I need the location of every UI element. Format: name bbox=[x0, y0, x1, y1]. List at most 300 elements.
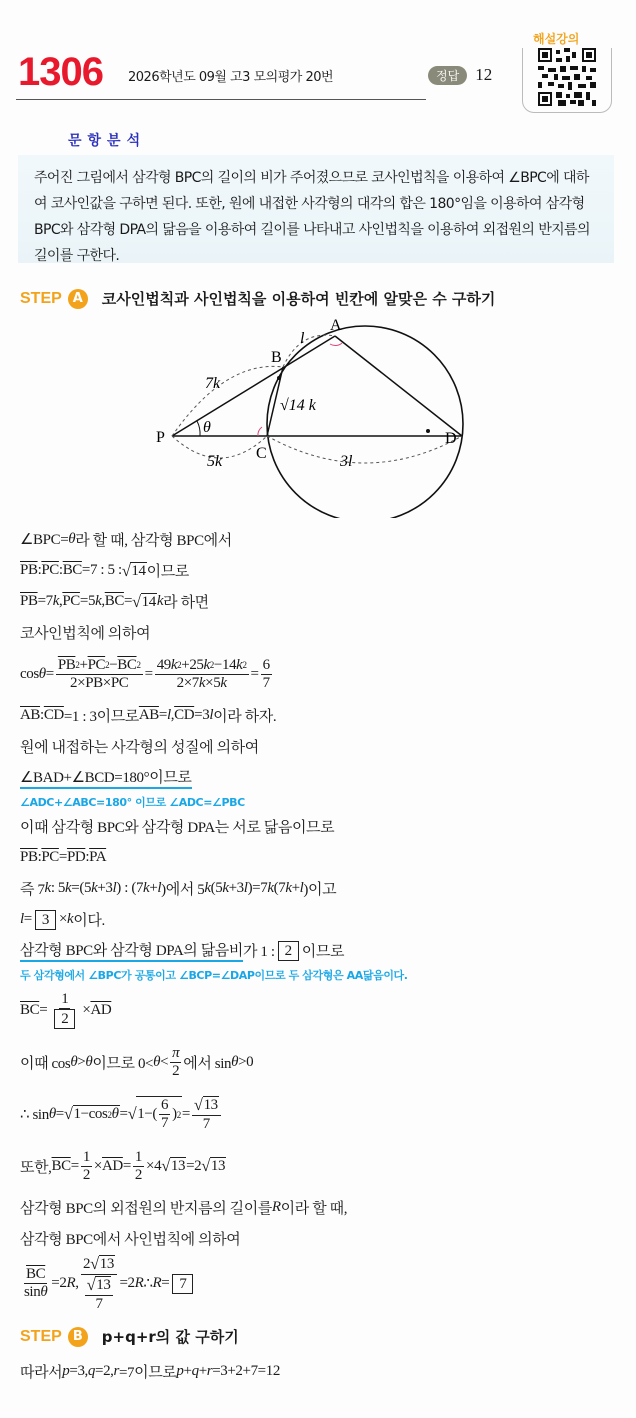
math-variable: k bbox=[204, 880, 211, 896]
denominator bbox=[81, 1167, 92, 1184]
math-text: 1−cos bbox=[73, 1106, 108, 1122]
answer-blank-box: 7 bbox=[172, 1274, 193, 1294]
math-variable: r bbox=[206, 1363, 213, 1379]
overline-segment: $\overline{BC}$ bbox=[62, 562, 82, 578]
math-text: 이다. bbox=[73, 913, 105, 929]
math-text: =3, bbox=[69, 1363, 88, 1379]
solution-line bbox=[20, 731, 620, 762]
math-text: =1 : 3이므로 bbox=[63, 709, 139, 725]
math-text: 원에 내접하는 사각형의 성질에 의하여 bbox=[20, 740, 259, 756]
math-variable: k bbox=[170, 656, 178, 673]
math-text: : bbox=[40, 707, 44, 723]
math-text: 6 bbox=[161, 1097, 169, 1113]
math-text: 삼각형 BPC와 삼각형 DPA의 닮음비 bbox=[20, 939, 243, 962]
overline-segment: $\overline{CD}$ bbox=[43, 707, 64, 723]
math-text: 7 bbox=[95, 1296, 103, 1312]
label-theta: θ bbox=[203, 419, 211, 436]
math-variable: k bbox=[236, 656, 243, 673]
math-text: +3 bbox=[228, 880, 244, 896]
math-variable: p bbox=[62, 1363, 70, 1379]
math-variable: k bbox=[267, 880, 274, 896]
math-text: =3+2+7=12 bbox=[212, 1363, 280, 1379]
denominator bbox=[49, 1009, 80, 1029]
fraction bbox=[159, 1097, 170, 1132]
math-text: 2 bbox=[134, 1166, 143, 1183]
math-text: =5 bbox=[79, 593, 96, 609]
solution-line bbox=[20, 811, 620, 842]
math-variable: π bbox=[172, 1044, 180, 1061]
label-a: A bbox=[330, 318, 342, 334]
math-variable: k bbox=[285, 880, 292, 896]
math-text: ∴ bbox=[143, 1276, 153, 1292]
overline-segment: $\overline{BC}$ bbox=[104, 593, 124, 609]
math-text: 7 bbox=[262, 674, 270, 691]
math-variable: q bbox=[87, 1363, 96, 1379]
numerator bbox=[192, 1095, 221, 1116]
denominator bbox=[261, 675, 272, 692]
numerator bbox=[24, 1266, 47, 1284]
overline-segment: $\overline{PB}$ bbox=[57, 656, 76, 673]
denominator bbox=[201, 1116, 212, 1133]
step-b-heading bbox=[20, 1326, 239, 1347]
math-text: 1 bbox=[61, 991, 69, 1007]
dim-arc-cd bbox=[267, 436, 462, 463]
math-text: =2 bbox=[119, 1275, 135, 1291]
math-text: 즉 7 bbox=[20, 882, 45, 898]
radicand bbox=[73, 1105, 120, 1123]
overline-segment: $\overline{AD}$ bbox=[101, 1157, 123, 1174]
math-text: )이고 bbox=[303, 882, 337, 898]
math-text: 2 bbox=[172, 1062, 180, 1079]
label-ab: l bbox=[300, 330, 305, 347]
fraction bbox=[170, 1045, 181, 1080]
math-variable: l bbox=[20, 911, 24, 927]
answer-value: 12 bbox=[475, 65, 493, 84]
overline-segment: $\overline{PC}$ bbox=[41, 562, 59, 578]
math-variable: l bbox=[112, 880, 117, 896]
math-text: 삼각형 BPC에서 사인법칙에 의하여 bbox=[20, 1232, 241, 1248]
math-text: 7 bbox=[161, 1115, 169, 1131]
hint-note bbox=[20, 793, 620, 811]
square-root bbox=[161, 1156, 186, 1176]
square-root bbox=[64, 1104, 120, 1124]
square-root bbox=[194, 1095, 219, 1115]
denominator bbox=[81, 1275, 118, 1313]
overline-segment: $\overline{PB}$ bbox=[85, 674, 103, 691]
radicand bbox=[210, 1157, 226, 1175]
solution-line bbox=[20, 1140, 620, 1192]
math-text: cos bbox=[20, 665, 39, 682]
math-text: + bbox=[291, 880, 300, 896]
solution-line bbox=[20, 617, 620, 648]
math-variable: r bbox=[113, 1363, 119, 1379]
math-text: × bbox=[93, 1157, 102, 1174]
math-variable: k bbox=[220, 674, 227, 691]
math-variable: θ bbox=[153, 1053, 161, 1070]
overline-segment: $\overline{PC}$ bbox=[62, 593, 80, 609]
numerator bbox=[85, 1275, 114, 1296]
math-text: ) : (7 bbox=[116, 880, 144, 896]
solution-line bbox=[20, 1254, 620, 1313]
superscript: 2 bbox=[107, 1109, 112, 1120]
math-text: + bbox=[183, 1363, 192, 1379]
solution-line bbox=[20, 700, 620, 731]
angle-theta-mark bbox=[197, 421, 200, 436]
math-text: )에서 5 bbox=[161, 882, 205, 898]
math-text: = bbox=[181, 1105, 190, 1122]
overline-segment: $\overline{PC}$ bbox=[87, 656, 106, 673]
math-text: 14 bbox=[141, 593, 156, 610]
radical-sign: √ bbox=[161, 1156, 170, 1175]
answer-blank-box: 3 bbox=[35, 910, 56, 930]
solution-line bbox=[20, 648, 620, 700]
math-text: ∠BPC= bbox=[20, 532, 69, 548]
math-text: = bbox=[39, 1001, 48, 1018]
radical-sign: √ bbox=[121, 560, 131, 580]
solution-line bbox=[20, 762, 620, 793]
qr-code-icon bbox=[538, 48, 596, 106]
fraction bbox=[49, 991, 80, 1029]
radicand bbox=[136, 1096, 182, 1132]
math-text: 7 bbox=[202, 1116, 210, 1132]
math-text: × bbox=[58, 911, 68, 927]
math-text: 삼각형 BPC의 외접원의 반지름의 길이를 bbox=[20, 1201, 272, 1217]
overline-segment: $\overline{BC}$ bbox=[51, 1157, 71, 1174]
overline-segment: $\overline{AD}$ bbox=[90, 1001, 112, 1018]
math-text: 따라서 bbox=[20, 1365, 63, 1381]
fraction bbox=[261, 657, 272, 692]
math-variable: k bbox=[65, 880, 72, 896]
numerator bbox=[155, 657, 249, 675]
square-root bbox=[132, 592, 157, 612]
math-text: ∴ sin bbox=[20, 1106, 49, 1123]
radicand bbox=[99, 1255, 115, 1273]
square-root bbox=[122, 561, 147, 581]
math-text: ∠ADC+∠ABC=180° 이므로 ∠ADC=∠PBC bbox=[20, 796, 245, 809]
math-text: 이라 할 때, bbox=[280, 1201, 348, 1217]
math-text: , bbox=[75, 1275, 79, 1291]
math-text: 2 bbox=[82, 1166, 90, 1183]
square-root bbox=[201, 1156, 226, 1176]
math-variable: k bbox=[91, 880, 98, 896]
overline-segment: $\overline{BC}$ bbox=[117, 656, 137, 673]
math-text: = bbox=[250, 665, 259, 682]
math-text: × bbox=[102, 674, 111, 691]
math-text: =7 bbox=[37, 593, 53, 609]
fraction bbox=[155, 657, 249, 692]
math-text: , bbox=[101, 593, 105, 609]
math-text: = bbox=[119, 1105, 128, 1122]
denominator bbox=[159, 1115, 170, 1132]
numerator bbox=[81, 1149, 92, 1167]
math-text: = bbox=[158, 707, 167, 723]
math-variable: R bbox=[66, 1275, 76, 1291]
math-text: 13 bbox=[210, 1158, 226, 1174]
superscript: 2 bbox=[242, 660, 247, 670]
math-text: =2 bbox=[186, 1157, 202, 1174]
overline-segment: $\overline{PB}$ bbox=[20, 849, 38, 865]
math-text: 1 bbox=[82, 1148, 90, 1165]
qr-label: 해설강의 bbox=[533, 32, 580, 46]
math-text: =7 : 5 : bbox=[81, 562, 122, 578]
angle-b-dot bbox=[277, 376, 281, 380]
math-text: =7이므로 bbox=[118, 1365, 177, 1381]
solution-line bbox=[20, 586, 620, 617]
solution-line bbox=[20, 935, 620, 966]
solution-line bbox=[20, 1356, 280, 1387]
math-text: = bbox=[144, 665, 153, 682]
overline-segment: $\overline{AB}$ bbox=[20, 707, 41, 723]
math-variable: k bbox=[156, 593, 164, 609]
math-text: : bbox=[37, 562, 42, 578]
label-pc: 5k bbox=[207, 453, 223, 470]
math-text: −14 bbox=[213, 656, 237, 673]
numerator bbox=[170, 1045, 181, 1063]
math-text: 13 bbox=[170, 1158, 186, 1174]
answer-blank-box: 2 bbox=[54, 1009, 75, 1029]
geometry-diagram bbox=[140, 318, 500, 518]
solution-line bbox=[20, 1192, 620, 1223]
math-variable: k bbox=[143, 880, 150, 896]
square-root bbox=[128, 1096, 182, 1132]
radical-sign: √ bbox=[90, 1254, 99, 1273]
math-variable: θ bbox=[231, 1053, 239, 1070]
radical-sign: √ bbox=[86, 1275, 96, 1294]
numerator bbox=[159, 1097, 170, 1115]
math-variable: q bbox=[191, 1363, 199, 1379]
math-text: sin bbox=[24, 1284, 41, 1300]
overline-segment: $\overline{AB}$ bbox=[138, 707, 159, 723]
fraction bbox=[56, 657, 143, 692]
math-text: + bbox=[149, 880, 158, 896]
superscript: 2 bbox=[209, 660, 214, 670]
math-text: 13 bbox=[96, 1277, 111, 1293]
math-variable: θ bbox=[111, 1106, 119, 1122]
math-variable: R bbox=[134, 1275, 144, 1291]
fraction bbox=[22, 1266, 49, 1301]
step-a-title: 코사인법칙과 사인법칙을 이용하여 빈칸에 알맞은 수 구하기 bbox=[101, 290, 496, 308]
math-text: 이므로 bbox=[301, 944, 345, 960]
denominator bbox=[93, 1296, 104, 1313]
label-c: C bbox=[256, 445, 267, 462]
analysis-box bbox=[18, 155, 614, 263]
math-text: 가 1 : bbox=[242, 944, 275, 960]
problem-source: 2026학년도 09월 고3 모의평가 20번 bbox=[128, 70, 334, 85]
label-b: B bbox=[271, 349, 282, 366]
numerator bbox=[133, 1149, 144, 1167]
solution-line bbox=[20, 984, 620, 1036]
math-variable: θ bbox=[68, 531, 76, 547]
denominator bbox=[68, 675, 130, 692]
math-variable: k bbox=[52, 593, 59, 609]
step-b-word: STEP bbox=[20, 1327, 62, 1345]
final-answer-line bbox=[20, 1356, 280, 1387]
numerator bbox=[261, 657, 272, 675]
math-text: (5 bbox=[210, 880, 223, 896]
analysis-text: 주어진 그림에서 삼각형 BPC의 길이의 비가 주어졌으므로 코사인법칙을 이용하여 ∠BPC에 대하여 코사인값을 구하면 된다. 또한, 원에 내접한 사각형의 대각의 합은 180°임을 이용하여 삼각형 BPC와 삼각형 DPA의 닮음을 이용하여 길이를 나타내고 사인법칙을 이용하여 외접원의 반지름의 길이를 구한다. bbox=[34, 170, 590, 264]
math-variable: θ bbox=[40, 1284, 48, 1300]
math-text: + bbox=[79, 656, 88, 673]
math-variable: p bbox=[176, 1363, 184, 1379]
math-text: − bbox=[109, 656, 118, 673]
math-text: : 5 bbox=[50, 880, 66, 896]
overline-segment: $\overline{PB}$ bbox=[20, 593, 38, 609]
overline-segment: $\overline{PB}$ bbox=[20, 562, 38, 578]
solution-line bbox=[20, 1088, 620, 1140]
math-text: =2 bbox=[51, 1275, 67, 1291]
step-b-badge: B bbox=[68, 1327, 88, 1347]
overline-segment: $\overline{BC}$ bbox=[20, 1001, 40, 1018]
fraction bbox=[192, 1095, 221, 1133]
fraction bbox=[85, 1275, 114, 1313]
math-variable: l bbox=[157, 880, 162, 896]
math-text: > bbox=[77, 1053, 86, 1070]
square-root bbox=[87, 1275, 112, 1295]
math-variable: R bbox=[271, 1199, 281, 1215]
math-text: 1−( bbox=[137, 1106, 158, 1122]
math-text: ∠BAD+∠BCD=180°이므로 bbox=[20, 766, 192, 789]
math-variable: l bbox=[166, 707, 171, 723]
solution-line bbox=[20, 842, 620, 873]
math-text: = bbox=[161, 1275, 170, 1291]
math-text: , bbox=[59, 593, 63, 609]
radicand bbox=[141, 593, 157, 611]
angle-c-mark bbox=[258, 427, 262, 436]
problem-number: 1306 bbox=[18, 50, 103, 94]
fraction bbox=[133, 1149, 144, 1184]
math-variable: θ bbox=[85, 1053, 93, 1070]
numerator bbox=[59, 991, 70, 1009]
step-a-heading bbox=[20, 288, 495, 309]
label-bc: √14 k bbox=[280, 397, 316, 414]
superscript: 2 bbox=[176, 1109, 181, 1120]
math-text: ) bbox=[172, 1106, 177, 1122]
math-variable: θ bbox=[70, 1053, 78, 1070]
solution-line bbox=[20, 1223, 620, 1254]
math-variable: k bbox=[67, 911, 74, 927]
math-text: = bbox=[45, 665, 54, 682]
solution-line bbox=[20, 555, 620, 586]
qr-code-link[interactable] bbox=[522, 48, 612, 113]
square-root bbox=[90, 1254, 115, 1274]
superscript: 2 bbox=[75, 660, 80, 670]
math-text: (7 bbox=[273, 880, 286, 896]
step-b-title: p+q+r의 값 구하기 bbox=[101, 1328, 239, 1346]
math-variable: l bbox=[209, 707, 214, 723]
math-text: >0 bbox=[238, 1053, 254, 1070]
solution-line bbox=[20, 873, 620, 904]
math-variable: l bbox=[299, 880, 304, 896]
math-text: 이때 삼각형 BPC와 삼각형 DPA는 서로 닮음이므로 bbox=[20, 820, 335, 836]
math-text: < bbox=[160, 1053, 169, 1070]
label-cd: 3l bbox=[340, 453, 353, 470]
math-variable: θ bbox=[38, 665, 46, 682]
math-text: 14 bbox=[131, 562, 146, 579]
math-text: =3 bbox=[194, 707, 210, 723]
label-d: D bbox=[445, 430, 457, 447]
radicand bbox=[95, 1276, 111, 1294]
overline-segment: $\overline{CD}$ bbox=[174, 707, 195, 723]
solution-body bbox=[20, 524, 620, 1313]
overline-segment: $\overline{PC}$ bbox=[110, 674, 129, 691]
math-variable: k bbox=[95, 593, 102, 609]
numerator bbox=[56, 657, 143, 675]
math-text: 이때 cos bbox=[20, 1055, 71, 1072]
label-p: P bbox=[156, 429, 165, 446]
segment-pa bbox=[172, 336, 335, 436]
math-text: 라 할 때, 삼각형 BPC에서 bbox=[75, 533, 232, 549]
radical-sign: √ bbox=[193, 1095, 203, 1114]
math-text: : bbox=[58, 562, 63, 578]
answer-blank-box: 2 bbox=[278, 941, 299, 961]
superscript: 2 bbox=[136, 660, 141, 670]
step-a-word: STEP bbox=[20, 289, 62, 307]
math-variable: k bbox=[222, 880, 229, 896]
circumcircle bbox=[267, 326, 463, 518]
math-text: 에서 sin bbox=[183, 1055, 232, 1072]
math-text: 두 삼각형에서 ∠BPC가 공통이고 ∠BCP=∠DAP이므로 두 삼각형은 AA닮음이다. bbox=[20, 969, 408, 982]
angle-d-dot bbox=[426, 429, 430, 433]
math-text: = bbox=[23, 911, 32, 927]
denominator bbox=[175, 675, 229, 692]
math-text: 49 bbox=[156, 656, 171, 673]
math-variable: k bbox=[203, 656, 210, 673]
denominator bbox=[22, 1284, 49, 1301]
math-text: 2× bbox=[70, 674, 86, 691]
math-text: 또한, bbox=[20, 1159, 52, 1176]
math-text: 2 bbox=[83, 1255, 91, 1272]
hint-note bbox=[20, 966, 620, 984]
math-text: 코사인법칙에 의하여 bbox=[20, 626, 151, 642]
math-text: 2×7 bbox=[176, 674, 199, 691]
fraction bbox=[81, 1254, 118, 1313]
math-text: ×4 bbox=[146, 1157, 162, 1174]
math-text: =(5 bbox=[71, 880, 92, 896]
denominator bbox=[133, 1167, 144, 1184]
math-text: = bbox=[70, 1157, 79, 1174]
radicand bbox=[170, 1157, 186, 1175]
answer-badge: 정답 bbox=[428, 66, 467, 85]
math-text: +3 bbox=[97, 880, 113, 896]
math-text: +25 bbox=[181, 656, 204, 673]
angle-a-mark bbox=[330, 343, 342, 346]
math-text: , bbox=[170, 707, 175, 723]
math-text: 라 하면 bbox=[163, 595, 209, 611]
math-text: + bbox=[198, 1363, 207, 1379]
math-text: 이므로 bbox=[146, 564, 189, 580]
step-a-badge: A bbox=[68, 289, 88, 309]
radical-sign: √ bbox=[127, 1104, 137, 1123]
math-text: =2, bbox=[95, 1363, 114, 1379]
denominator bbox=[170, 1063, 181, 1080]
math-text: : bbox=[85, 849, 90, 865]
fraction bbox=[81, 1149, 92, 1184]
math-variable: θ bbox=[48, 1105, 56, 1122]
math-text: 13 bbox=[99, 1256, 114, 1272]
math-variable: k bbox=[198, 674, 206, 691]
math-text: = bbox=[122, 1157, 131, 1174]
solution-line bbox=[20, 1036, 620, 1088]
math-text: 이므로 0< bbox=[92, 1055, 154, 1072]
superscript: 2 bbox=[105, 660, 110, 670]
answer-area bbox=[428, 65, 492, 85]
overline-segment: $\overline{PA}$ bbox=[89, 849, 107, 865]
math-variable: l bbox=[243, 880, 248, 896]
math-text: = bbox=[58, 849, 67, 865]
overline-segment: $\overline{PD}$ bbox=[66, 849, 86, 865]
overline-segment: $\overline{BC}$ bbox=[26, 1266, 46, 1282]
math-text: = bbox=[123, 593, 132, 609]
